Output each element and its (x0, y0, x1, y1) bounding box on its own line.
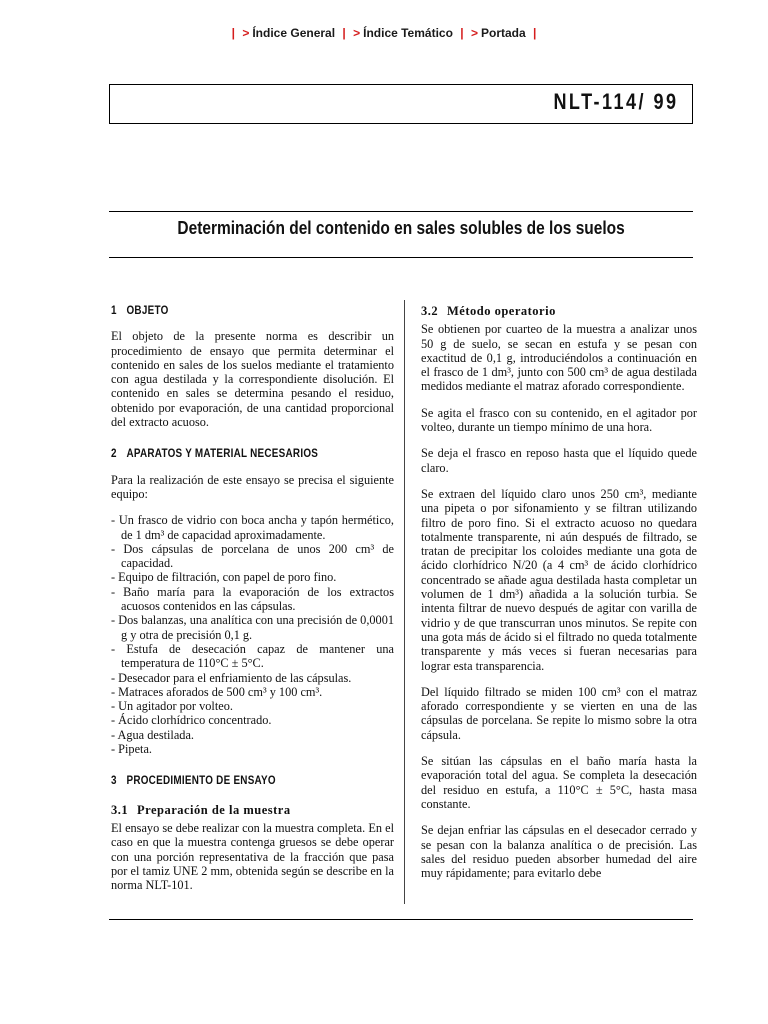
aparatos-intro: Para la realización de este ensayo se precisa el siguiente equipo: (111, 472, 394, 501)
metodo-paragraph: Se dejan enfriar las cápsulas en el desecador cerrado y se pesan con la balanza analítica o de precisión. Las sales del residuo pueden absorber humedad del aire muy rápidamente; para evitarlo debe (421, 823, 697, 881)
section-heading-aparatos: 2 APARATOS Y MATERIAL NECESARIOS (111, 448, 319, 461)
metodo-paragraph: Se obtienen por cuarteo de la muestra a analizar unos 50 g de suelo, se secan en estufa y se pesan con exactitud de 0,1 g, introduciéndolos a continuación en el frasco de 1 dm³, junto con 500 cm³ de agua destilada medidos mediante el matraz aforado correspondiente. (421, 322, 697, 394)
objeto-paragraph: El objeto de la presente norma es describir un procedimiento de ensayo que permita determinar el contenido en sales de los suelos mediante el tratamiento con agua destilada y la correspondiente disolución. El contenido en sales se determina pesando el residuo, obtenido por evaporación, de una cantidad proporcional del extracto acuoso. (111, 329, 394, 430)
title-bottom-rule (109, 257, 693, 258)
nav-arrow-icon: > (470, 26, 478, 40)
left-column (111, 304, 394, 904)
list-item: - Dos cápsulas de porcelana de unos 200 cm³ de capacidad. (111, 542, 394, 571)
document-code: NLT-114/ 99 (553, 89, 678, 114)
preparacion-paragraph: El ensayo se debe realizar con la muestra completa. En el caso en que la muestra contenga gruesos se debe operar con una porción representativa de la fracción que pasa por el tamiz UNE 2 mm, obtenida según se describe en la norma NLT-101. (111, 820, 394, 893)
document-title: Determinación del contenido en sales solubles de los suelos (177, 218, 625, 238)
section-heading-procedimiento: 3 PROCEDIMIENTO DE ENSAYO (111, 775, 276, 788)
list-item: - Un agitador por volteo. (111, 699, 394, 713)
metodo-paragraph: Del líquido filtrado se miden 100 cm³ con el matraz aforado correspondiente y se vierten en una de las cápsulas de porcelana. Se repite lo mismo sobre la otra cápsula. (421, 684, 697, 742)
metodo-paragraph: Se extraen del líquido claro unos 250 cm³, mediante una pipeta o por sifonamiento y se filtran utilizando filtro de poro fino. Si el extracto acuoso no quedara totalmente transparente, ni aún después de filtrado, se tratan de precipitar los coloides mediante una gota de ácido clorhídrico N/20 (a 4 cm³ de ácido clorhídrico concentrado se añade agua destilada hasta completar un volumen de 1 dm³) añadida a la solución turbia. Se intenta filtrar de nuevo después de agitar con varilla de vidrio y de que transcurran unos minutos. Se repite con una gota más de ácido si el filtrado no queda totalmente transparente y más veces si fueran necesarias para lograr esta transparencia. (421, 486, 697, 673)
document-code-box (109, 84, 693, 124)
right-column (421, 304, 697, 892)
nav-link-indice-tematico[interactable]: Índice Temático (363, 26, 453, 40)
list-item: - Pipeta. (111, 742, 394, 756)
nav-link-indice-general[interactable]: Índice General (252, 26, 336, 40)
list-item: - Desecador para el enfriamiento de las cápsulas. (111, 671, 394, 685)
column-divider (404, 300, 405, 904)
title-top-rule (109, 211, 693, 212)
list-item: - Un frasco de vidrio con boca ancha y tapón hermético, de 1 dm³ de capacidad aproximadamente. (111, 513, 394, 542)
nav-separator: | (460, 26, 464, 40)
nav-arrow-icon: > (242, 26, 250, 40)
metodo-paragraph: Se sitúan las cápsulas en el baño maría hasta la evaporación total del agua. Se completa la desecación del residuo en estufa, a 110°C ± 5°C, hasta masa constante. (421, 754, 697, 811)
nav-link-portada[interactable]: Portada (480, 26, 526, 40)
subsection-heading-metodo: 3.2 Método operatorio (421, 304, 556, 318)
equipment-list (111, 513, 394, 756)
list-item: - Baño maría para la evaporación de los extractos acuosos contenidos en las cápsulas. (111, 585, 394, 614)
nav-arrow-icon: > (353, 26, 361, 40)
nav-separator: | (231, 26, 235, 40)
top-navigation (0, 26, 768, 40)
metodo-paragraph: Se agita el frasco con su contenido, en el agitador por volteo, durante un tiempo mínimo de una hora. (421, 405, 697, 435)
list-item: - Estufa de desecación capaz de mantener una temperatura de 110°C ± 5°C. (111, 642, 394, 671)
list-item: - Dos balanzas, una analítica con una precisión de 0,0001 g y otra de precisión 0,1 g. (111, 613, 394, 642)
subsection-heading-preparacion: 3.1 Preparación de la muestra (111, 802, 291, 817)
list-item: - Ácido clorhídrico concentrado. (111, 713, 394, 727)
nav-separator: | (533, 26, 537, 40)
section-heading-objeto: 1 OBJETO (111, 305, 169, 317)
metodo-paragraph: Se deja el frasco en reposo hasta que el líquido quede claro. (421, 446, 697, 475)
list-item: - Equipo de filtración, con papel de poro fino. (111, 570, 394, 584)
page-bottom-rule (109, 919, 693, 920)
list-item: - Agua destilada. (111, 728, 394, 742)
nav-separator: | (342, 26, 346, 40)
list-item: - Matraces aforados de 500 cm³ y 100 cm³. (111, 685, 394, 699)
